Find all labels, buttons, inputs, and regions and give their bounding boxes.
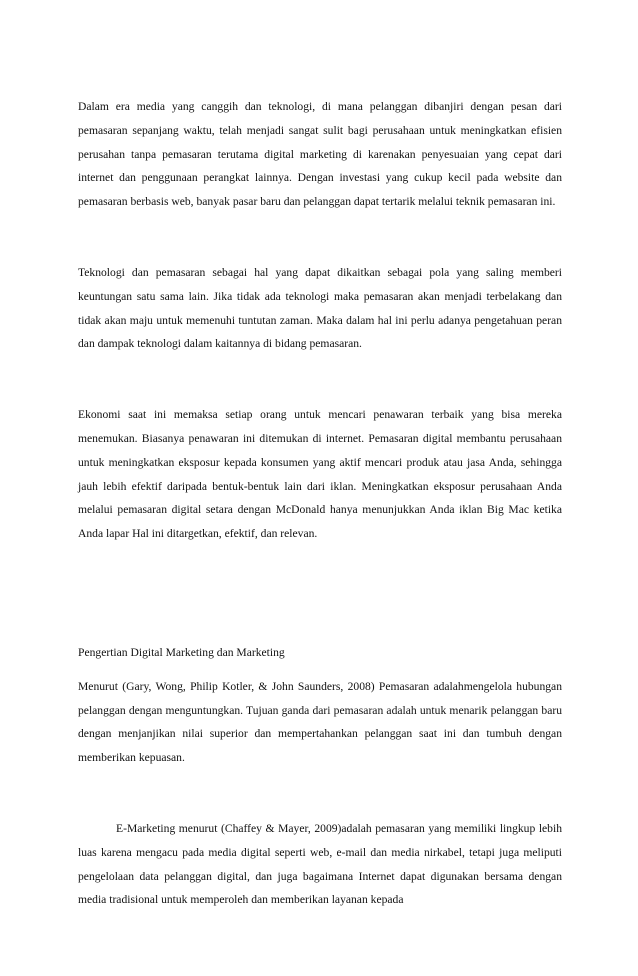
paragraph-technology: Teknologi dan pemasaran sebagai hal yang dapat dikaitkan sebagai pola yang saling memberi keuntungan satu sama lain. Jika tidak ada teknologi maka pemasaran akan menjadi terbelakang dan tidak akan maju untuk memenuhi tuntutan zaman. Maka dalam hal ini perlu adanya pengetahuan peran dan dampak teknologi dalam kaitannya di bidang pemasaran. bbox=[78, 265, 562, 351]
section-heading: Pengertian Digital Marketing dan Marketing bbox=[78, 645, 285, 659]
document-body bbox=[78, 95, 562, 912]
paragraph-economy: Ekonomi saat ini memaksa setiap orang untuk mencari penawaran terbaik yang bisa mereka menemukan. Biasanya penawaran ini ditemukan di internet. Pemasaran digital membantu perusahaan untuk meningkatkan eksposur kepada konsumen yang aktif mencari produk atau jasa Anda, sehingga jauh lebih efektif daripada bentuk-bentuk lain dari iklan. Meningkatkan eksposur perusahaan Anda melalui pemasaran digital setara dengan McDonald hanya menunjukkan Anda iklan Big Mac ketika Anda lapar Hal ini ditargetkan, efektif, dan relevan. bbox=[78, 408, 562, 541]
paragraph-intro: Dalam era media yang canggih dan teknologi, di mana pelanggan dibanjiri dengan pesan dari pemasaran sepanjang waktu, telah menjadi sangat sulit bagi perusahaan untuk meningkatkan efisien perusahan tanpa pemasaran terutama digital marketing di karenakan penyesuaian yang cepat dari internet dan penggunaan perangkat lainnya. Dengan investasi yang cukup kecil pada website dan pemasaran berbasis web, banyak pasar baru dan pelanggan dapat tertarik melalui teknik pemasaran ini. bbox=[78, 100, 562, 209]
paragraph-definition-emarketing: E-Marketing menurut (Chaffey & Mayer, 2009)adalah pemasaran yang memiliki lingkup lebih luas karena mengacu pada media digital seperti web, e-mail dan media nirkabel, tetapi juga meliputi pengelolaan data pelanggan digital, dan juga bagaimana Internet dapat digunakan bersama dengan media tradisional untuk memperoleh dan memberikan layanan kepada bbox=[78, 821, 562, 907]
paragraph-definition-marketing: Menurut (Gary, Wong, Philip Kotler, & John Saunders, 2008) Pemasaran adalahmengelola hubungan pelanggan dengan menguntungkan. Tujuan ganda dari pemasaran adalah untuk menarik pelanggan baru dengan menjanjikan nilai superior dan mempertahankan pelanggan saat ini dan tumbuh dengan memberikan kepuasan. bbox=[78, 679, 562, 765]
